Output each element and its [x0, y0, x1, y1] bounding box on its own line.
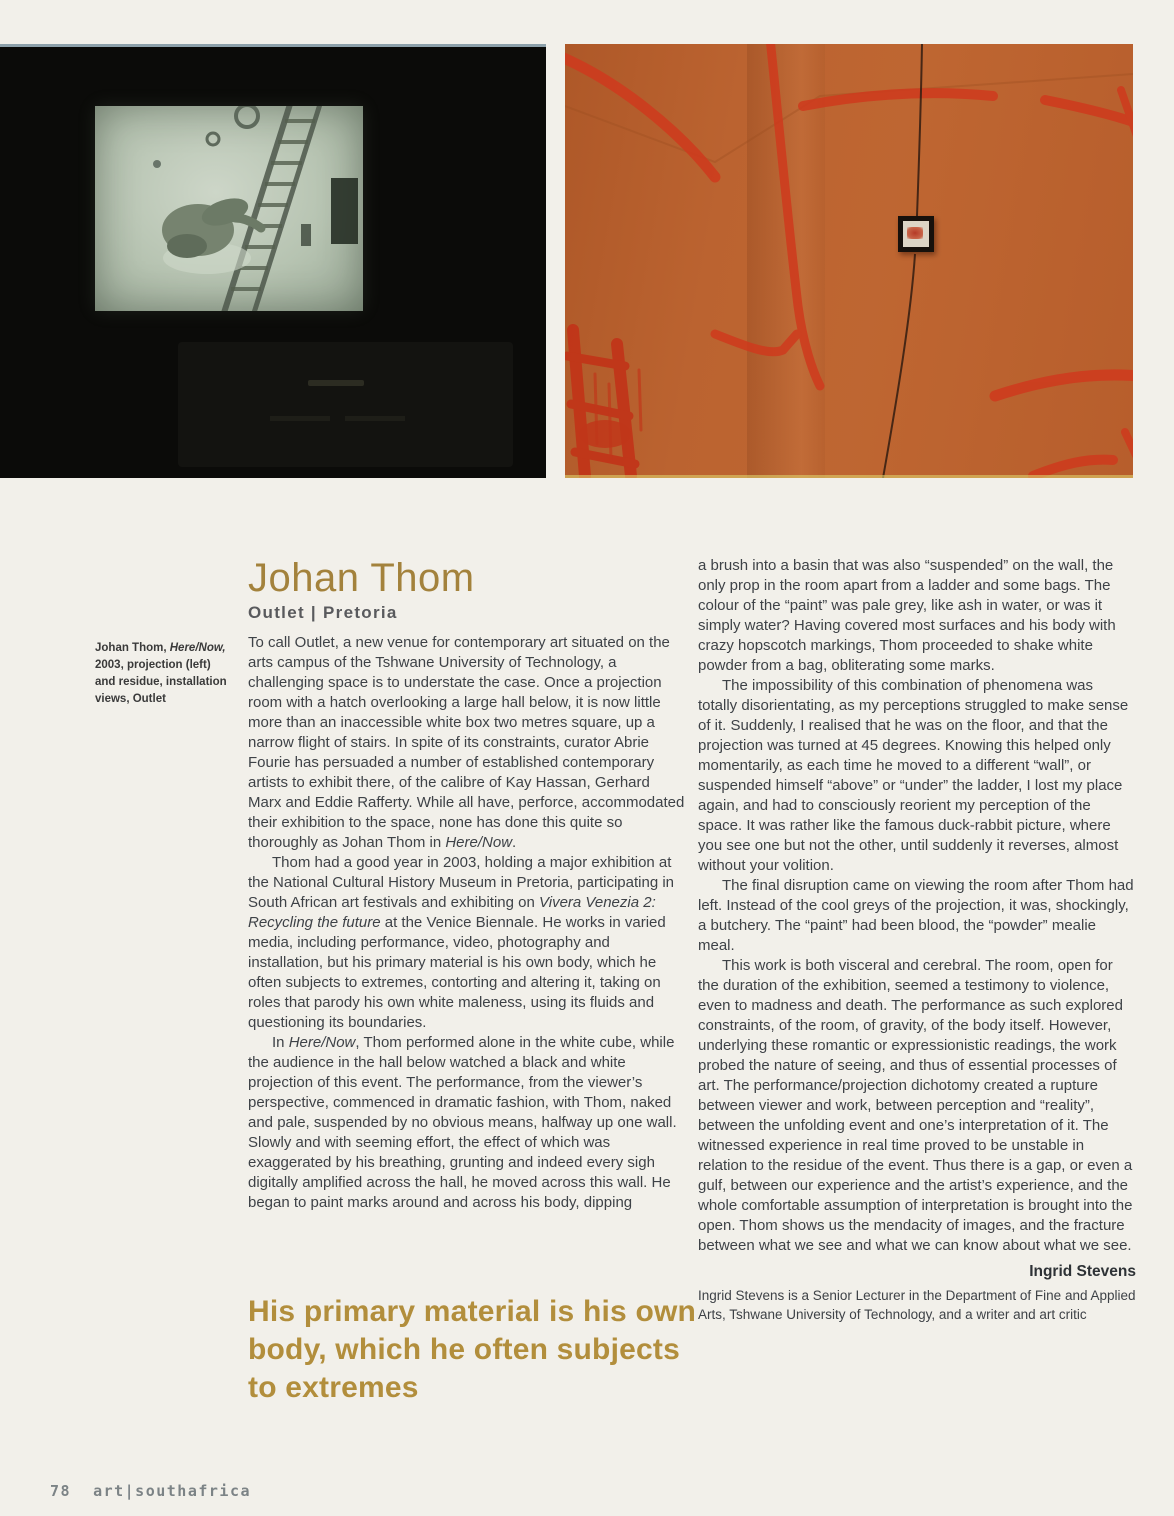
author-byline: Ingrid Stevens — [1029, 1263, 1136, 1280]
red-paint-marks — [565, 44, 1133, 476]
tv-brand-badge — [308, 380, 364, 386]
residue-wall-photo — [565, 44, 1133, 478]
paragraph: In Here/Now, Thom performed alone in the white cube, while the audience in the hall below watched a black and white projection of this event. The performance, from the viewer’s perspective, commenced in dramatic fashion, with Thom, naked and pale, suspended by no obvious means, halfway up one wall. Slowly and with seeming effort, the effect of which was exaggerated by his breathing, grunting and indeed every sigh digitally amplified across the hall, he moved across this wall. He began to paint marks around and across his body, dipping — [248, 1034, 677, 1211]
projection-still-graphic — [95, 106, 363, 311]
pull-quote: His primary material is his own body, which he often subjects to extremes — [248, 1295, 697, 1404]
article-subtitle: Outlet | Pretoria — [248, 603, 398, 622]
paragraph: a brush into a basin that was also “suspended” on the wall, the only prop in the room apart from a ladder and some bags. The colour of the “paint” was pale grey, like ash in water, or was it simply water? Having covered most surfaces and his body with crazy hopscotch markings, Thom proceeded to shake white powder from a bag, obliterating some marks. — [698, 557, 1116, 674]
picture-art — [907, 227, 923, 239]
tv-vent — [270, 416, 330, 421]
paragraph: The final disruption came on viewing the room after Thom had left. Instead of the cool greys of the projection, it was, shockingly, a butchery. The “paint” had been blood, the “powder” mealie meal. — [698, 877, 1134, 954]
paragraph: The impossibility of this combination of phenomena was totally disorientating, as my perceptions struggled to make sense of it. Suddenly, I realised that he was on the floor, and that the projection was turned at 45 degrees. Knowing this helped only momentarily, as each time he moved to a different “wall”, or suspended himself “above” or “under” the ladder, I lost my place again, and had to consciously reorient my perception of the space. It was rather like the famous duck-rabbit picture, where you see one but not the other, until suddenly it reverses, almost without your volition. — [698, 677, 1129, 874]
picture-mat — [903, 221, 929, 247]
magazine-name: art|southafrica — [93, 1482, 252, 1500]
paragraph: To call Outlet, a new venue for contemporary art situated on the arts campus of the Tshwane University of Technology, a challenging space is to understate the case. Once a projection room with a hatch overlooking a large hall below, it is now little more than an inaccessible white box two metres square, up a narrow flight of stairs. In spite of its constraints, curator Abrie Fourie has persuaded a number of established contemporary artists to exhibit there, of the calibre of Kay Hassan, Gerhard Marx and Eddie Rafferty. While all have, perforce, accommodated their exhibition to the space, none has done this quite so thoroughly as Johan Thom in Here/Now. — [248, 634, 685, 851]
page-footer — [50, 1482, 251, 1500]
page-number: 78 — [50, 1482, 72, 1500]
article-column-right — [698, 556, 1136, 1324]
scan-artifact-line — [0, 44, 546, 47]
crack-line — [883, 44, 922, 478]
right-column-paragraphs — [698, 556, 1136, 1256]
projection-screen — [95, 106, 363, 311]
paragraph: This work is both visceral and cerebral. The room, open for the duration of the exhibition, seemed a testimony to violence, even to madness and death. The performance as such explored constraints, of the room, of gravity, of the body itself. However, underlying these romantic or expressionistic readings, the work probed the nature of seeing, and thus of essential processes of art. The performance/projection dichotomy created a rupture between viewer and work, between perception and “reality”, between the unfolding event and one’s interpretation of it. The witnessed experience in real time proved to be unstable in relation to the residue of the event. Thus there is a gap, or even a gulf, between our experience and the artist’s experience, and the whole comfortable assumption of interpretation is brought into the open. Thom shows us the mendacity of images, and the fracture between what we see and what we can know about what we see. — [698, 957, 1133, 1254]
projection-photo — [0, 44, 546, 478]
paragraph: Thom had a good year in 2003, holding a major exhibition at the National Cultural History Museum in Pretoria, participating in South African art festivals and exhibiting on Vivera Venezia 2: Recycling the future at the Venice Biennale. He works in varied media, including performance, video, photography and installation, but his primary material is his own body, which he often subjects to extremes, contorting and altering it, taking on roles that parody his own white maleness, using its fluids and questioning its boundaries. — [248, 854, 675, 1031]
small-framed-picture — [898, 216, 934, 252]
image-caption: Johan Thom, Here/Now, 2003, projection (left) and residue, installation views, Outlet — [95, 642, 227, 705]
author-bio: Ingrid Stevens is a Senior Lecturer in the Department of Fine and Applied Arts, Tshwane University of Technology, and a writer and art critic — [698, 1288, 1136, 1322]
wall-marks-graphic — [565, 44, 1133, 478]
tv-cabinet — [178, 342, 513, 467]
article-column-left — [248, 633, 686, 1213]
scan-artifact-line — [565, 475, 1133, 478]
article-title: Johan Thom — [248, 556, 475, 600]
red-ladder-residue — [567, 330, 641, 476]
tv-vent — [345, 416, 405, 421]
